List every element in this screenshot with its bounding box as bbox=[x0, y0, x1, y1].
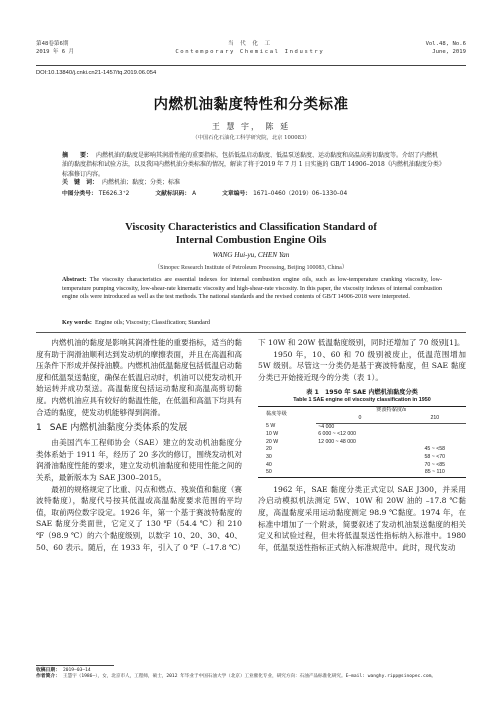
volume-issue-en: Vol.48, No.6 bbox=[425, 41, 466, 47]
col-header-210: 210 bbox=[404, 415, 466, 423]
affiliation-en: （Sinopec Research Institute of Petroleum Processing, Beijing 100083, China） bbox=[154, 265, 348, 271]
keywords-cn bbox=[62, 178, 442, 187]
issue-info-en bbox=[426, 40, 466, 65]
article-id-group bbox=[222, 190, 347, 199]
cell-v0: 6 000 ~ <12 000 bbox=[318, 431, 357, 438]
title-en-line1: Viscosity Characteristics and Classification Standard of bbox=[125, 222, 377, 233]
author-bio bbox=[36, 674, 466, 680]
journal-name-en: Contemporary Chemical Industry bbox=[175, 49, 325, 55]
cell-v0 bbox=[316, 454, 403, 462]
footnote-divider bbox=[36, 665, 114, 666]
paragraph-1950: 1950 年，10、60 和 70 级别被废止，低温范围增加 5W 级别。尽管这一分类仍是基于赛波特黏度，但 SAE 黏度分类已开始接近现今的分类（表 1）。 bbox=[258, 349, 466, 382]
article-title-cn: 内燃机油黏度特性和分类标准 bbox=[153, 97, 349, 113]
table-row bbox=[258, 431, 466, 439]
keywords-cn-label: 关 键 词： bbox=[62, 179, 99, 186]
doc-code-label: 文献标识码： bbox=[155, 191, 191, 197]
keywords-en-label: Key words: bbox=[62, 320, 92, 326]
table-row bbox=[258, 469, 466, 477]
cell-grade: 20 W bbox=[266, 438, 279, 445]
section-1-paragraph-2: 最初的规格规定了比重、闪点和燃点、残炭值和黏度（赛波特黏度），黏度代号按其低温或高温黏度要求范围的平均值，取前两位数字设定。1926 年，第一个基于赛波特黏度的 SAE 黏度分类面世，它定义了 130 ℉（54.4 ℃）和 210 ℉（98.9 ℃）的六个黏度级别，以数字 10、20、30、40、50、60 表示。随后，在 1933 年，引入了 0 ℉（–17.8 ℃） bbox=[36, 484, 246, 552]
table-header-row bbox=[258, 407, 466, 415]
body-column-right bbox=[258, 337, 466, 553]
cell-grade: 5 W bbox=[266, 423, 276, 430]
abstract-en bbox=[62, 276, 442, 302]
table-row bbox=[258, 454, 466, 462]
cell-v210: 85 ~ 110 bbox=[404, 469, 466, 477]
table-row bbox=[258, 462, 466, 470]
cell-grade: 40 bbox=[266, 461, 272, 468]
abstract-cn-label: 摘 要： bbox=[62, 152, 93, 159]
issue-date: 2019 年 6 月 bbox=[36, 49, 75, 55]
article-id: 1671–0460（2019）06–1330–04 bbox=[253, 191, 348, 197]
table-row bbox=[258, 439, 466, 447]
keywords-en-text: Engine oils; Viscosity; Classification; Standard bbox=[94, 320, 210, 326]
table-row bbox=[258, 446, 466, 454]
cell-v210 bbox=[404, 431, 466, 439]
table-row bbox=[258, 423, 466, 431]
affiliation-cn: （中国石化石油化工科学研究院，北京 100083） bbox=[192, 135, 310, 141]
clc-group bbox=[62, 190, 129, 199]
cell-v0 bbox=[316, 446, 403, 454]
classification-info bbox=[62, 190, 442, 199]
table-1 bbox=[258, 406, 466, 477]
author-bio-text: 王慧宇（1986–），女，北京市人，工程师，硕士，2012 年毕业于中国石油大学（北京）工业催化专业，研究方向：石油产品标准化研究。E–mail: wanghy.ripp@sinopec.com。 bbox=[63, 674, 436, 680]
body-column-left bbox=[36, 337, 246, 553]
doc-code-group bbox=[155, 190, 196, 199]
issue-info bbox=[36, 40, 74, 65]
article-id-label: 文章编号： bbox=[222, 191, 252, 197]
abstract-cn bbox=[62, 151, 442, 179]
cell-grade: 20 bbox=[266, 446, 272, 453]
title-en-line2: Internal Combustion Engine Oils bbox=[175, 234, 327, 246]
authors-cn: 王 慧 宇， 陈 延 bbox=[211, 122, 291, 131]
keywords-en bbox=[62, 320, 442, 326]
running-header bbox=[36, 40, 466, 66]
col-header-grade: 黏度等级 bbox=[258, 407, 316, 423]
keywords-cn-text: 内燃机油；黏度；分类；标准 bbox=[102, 179, 181, 186]
table-1-caption-en: Table 1 SAE engine oil viscosity classification in 1950 bbox=[293, 397, 431, 404]
received-label: 收稿日期： bbox=[36, 668, 60, 673]
section-1-number: 1 bbox=[36, 423, 42, 434]
cell-v210: 70 ~ <85 bbox=[424, 461, 446, 468]
cell-grade: 30 bbox=[266, 453, 272, 460]
section-1-title: SAE 内燃机油黏度分类体系的发展 bbox=[49, 423, 188, 434]
journal-name-cn: 当 代 化 工 bbox=[228, 41, 272, 47]
cell-v210 bbox=[404, 423, 466, 431]
continued-paragraph: 下 10W 和 20W 低温黏度级别，同时还增加了 70 级别[1]。 bbox=[258, 338, 465, 347]
article-title-en bbox=[0, 222, 502, 247]
col-header-0: 0 bbox=[316, 415, 403, 423]
doi: DOI:10.13840/j.cnki.cn21-1457/tq.2019.06.054 bbox=[36, 70, 157, 76]
cell-v0 bbox=[316, 462, 403, 470]
footnote bbox=[36, 668, 466, 681]
cell-grade: 50 bbox=[258, 469, 316, 477]
intro-paragraph: 内燃机油的黏度是影响其润滑性能的重要指标，适当的黏度有助于润滑油顺利达到发动机的摩擦表面，并且在高温和高压条件下形成并保持油膜。内燃机油低温黏度包括低温启动黏度和低温泵送黏度，确保在低温启动时，机油可以使发动机开始运转并成功泵送。高温黏度包括运动黏度和高温高剪切黏度。内燃机油应具有较好的黏温性能，在低温和高温下均具有合适的黏度，使发动机能够得到润滑。 bbox=[36, 338, 242, 417]
table-1-caption-cn: 表 1 1950 年 SAE 内燃机油黏度分类 bbox=[306, 389, 418, 397]
cell-v210: 58 ~ <70 bbox=[424, 453, 446, 460]
clc-code: TE626.3⁺2 bbox=[98, 191, 130, 197]
abstract-cn-text: 内燃机油的黏度是影响其润滑性能的重要指标，包括低温启动黏度、低温泵送黏度、运动黏度和高温高剪切黏度等。介绍了内燃机油的黏度指标和试验方法，以及我国内燃机油分类标准的情况，解读了将于2019 年 7 月 1 日实施的 GB/T 14906–2018《内燃机油黏度分类》标准修订内容。 bbox=[62, 152, 442, 178]
paragraph-1962: 1962 年，SAE 黏度分类正式定以 SAE J300，并采用冷启动模拟机法测定 5W、10W 和 20W 油的 –17.8 ℃黏度，高温黏度采用运动黏度测定 98.9 ℃黏度。1974 年，在标准中增加了一个附录，简要叙述了发动机油泵送黏度的相关定义和试验过程，但未将低温泵送性指标纳入标准中。1980 年，低温泵送性指标正式纳入标准规范中。此时，现代发动 bbox=[258, 484, 466, 552]
abstract-divider bbox=[36, 332, 466, 333]
received-value: 2019–03–14 bbox=[63, 668, 91, 673]
abstract-en-label: Abstract: bbox=[62, 277, 87, 283]
cell-v0 bbox=[316, 469, 403, 477]
doc-code: A bbox=[192, 191, 197, 197]
col-group-header: 赛波特黏度/s bbox=[316, 407, 466, 415]
clc-label: 中图分类号： bbox=[62, 191, 97, 197]
section-1-heading bbox=[36, 422, 242, 434]
journal-name bbox=[175, 40, 324, 65]
cell-v0: ~4 000 bbox=[318, 423, 335, 430]
authors-en: WANG Hui-yu, CHEN Yan bbox=[212, 251, 290, 259]
cell-grade: 10 W bbox=[266, 431, 279, 438]
section-1-paragraph-1: 由美国汽车工程师协会（SAE）建立的发动机油黏度分类体系始于 1911 年，经历了 20 多次的修订，围绕发动机对润滑油黏度性能的要求，建立发动机油黏度和使用性能之间的关系，最新版本为 SAE J300–2015。 bbox=[36, 438, 242, 482]
volume-issue: 第48卷第6期 bbox=[36, 41, 69, 47]
cell-v0: 12 000 ~ 48 000 bbox=[318, 438, 356, 445]
issue-date-en: June, 2019 bbox=[432, 49, 466, 55]
cell-v210: 45 ~ <58 bbox=[424, 446, 446, 453]
author-bio-label: 作者简介： bbox=[36, 674, 60, 680]
cell-v210 bbox=[404, 439, 466, 447]
abstract-en-text: The viscosity characteristics are essential indexes for internal combustion engine oils, such as low-temperature cranking viscosity, low-temperature pumping viscosity, low-shear-rate kinematic viscosity and high-shear-rate viscosity. In this paper, the viscosity indexes of internal combustion engine oils were introduced as well as the test methods. The national standards and the revised contents of GB/T 14906-2018 were interpreted. bbox=[62, 277, 442, 300]
